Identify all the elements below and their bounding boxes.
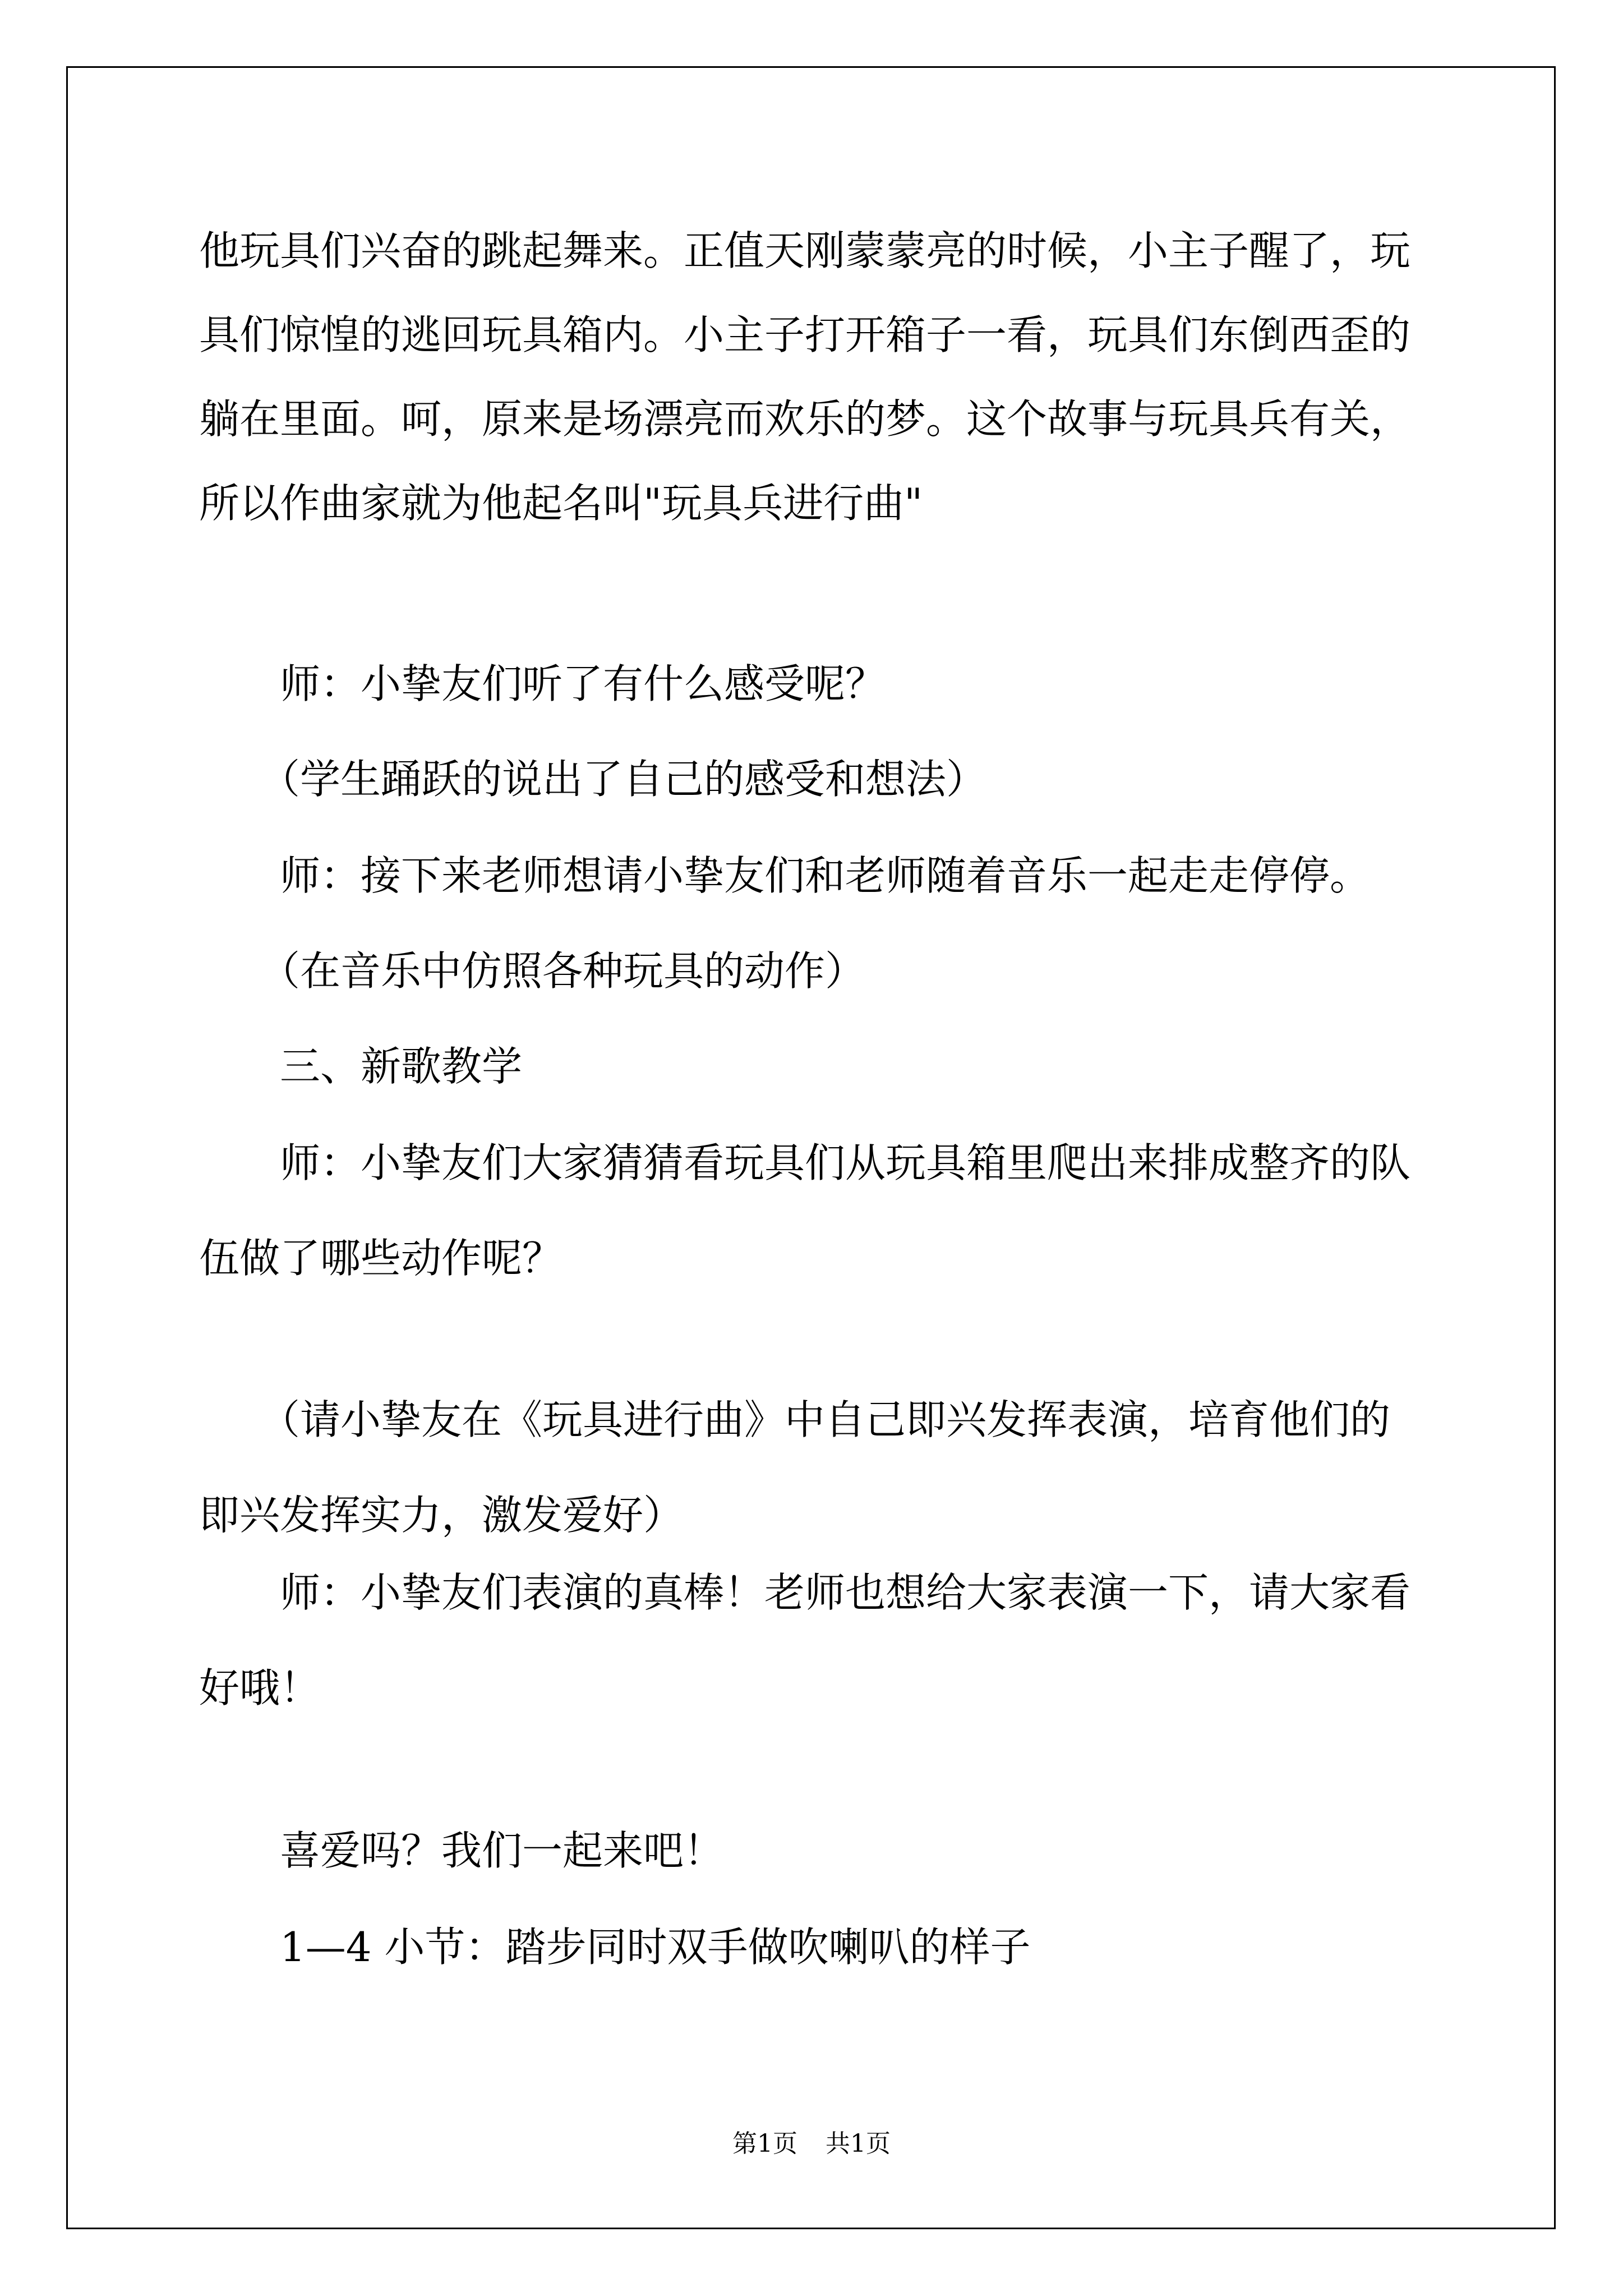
text-line: 即兴发挥实力，激发爱好） xyxy=(199,1492,684,1539)
section-heading-new-song xyxy=(199,1024,1433,1108)
page-number: 第1页 xyxy=(732,2129,797,2158)
paragraph-lets-go xyxy=(199,1809,1433,1893)
text-line: 喜爱吗？我们一起来吧！ xyxy=(199,1827,725,1874)
paragraph-imitate-toys xyxy=(199,929,1433,1013)
page-footer xyxy=(0,2127,1623,2161)
text-line: 师：小挚友们听了有什么感受呢？ xyxy=(199,660,886,707)
text-line: 师：小挚友们大家猜猜看玩具们从玩具箱里爬出来排成整齐的队 xyxy=(199,1139,1411,1186)
paragraph-teacher-question xyxy=(199,642,1433,726)
text-line: 所以作曲家就为他起名叫"玩具兵进行曲" xyxy=(199,480,923,527)
text-line: （请小挚友在《玩具进行曲》中自己即兴发挥表演，培育他们的 xyxy=(199,1396,1391,1443)
text-line: 师：接下来老师想请小挚友们和老师随着音乐一起走走停停。 xyxy=(199,852,1371,899)
text-line: 好哦！ xyxy=(199,1664,321,1711)
text-line: 他玩具们兴奋的跳起舞来。正值天刚蒙蒙亮的时候，小主子醒了，玩 xyxy=(199,227,1411,274)
text-line: 三、新歌教学 xyxy=(199,1043,523,1090)
text-line: 师：小挚友们表演的真棒！老师也想给大家表演一下，请大家看 xyxy=(199,1569,1411,1616)
text-line: （在音乐中仿照各种玩具的动作） xyxy=(199,947,866,995)
paragraph-measures-1-4 xyxy=(199,1905,1433,1989)
text-line: 伍做了哪些动作呢？ xyxy=(199,1235,563,1282)
paragraph-teacher-perform xyxy=(199,1550,1433,1730)
paragraph-improvise xyxy=(199,1378,1433,1557)
text-line: 1—4 小节：踏步同时双手做吹喇叭的样子 xyxy=(199,1924,1031,1971)
paragraph-guess-actions xyxy=(199,1121,1433,1300)
text-line: （学生踊跃的说出了自己的感受和想法） xyxy=(199,756,987,803)
text-line: 具们惊惶的逃回玩具箱内。小主子打开箱子一看，玩具们东倒西歪的 xyxy=(199,311,1411,358)
text-line: 躺在里面。呵，原来是场漂亮而欢乐的梦。这个故事与玩具兵有关， xyxy=(199,395,1411,443)
paragraph-story-end xyxy=(199,209,1433,545)
paragraph-teacher-walk xyxy=(199,834,1433,918)
paragraph-students-response xyxy=(199,737,1433,821)
page-total: 共1页 xyxy=(826,2129,891,2158)
